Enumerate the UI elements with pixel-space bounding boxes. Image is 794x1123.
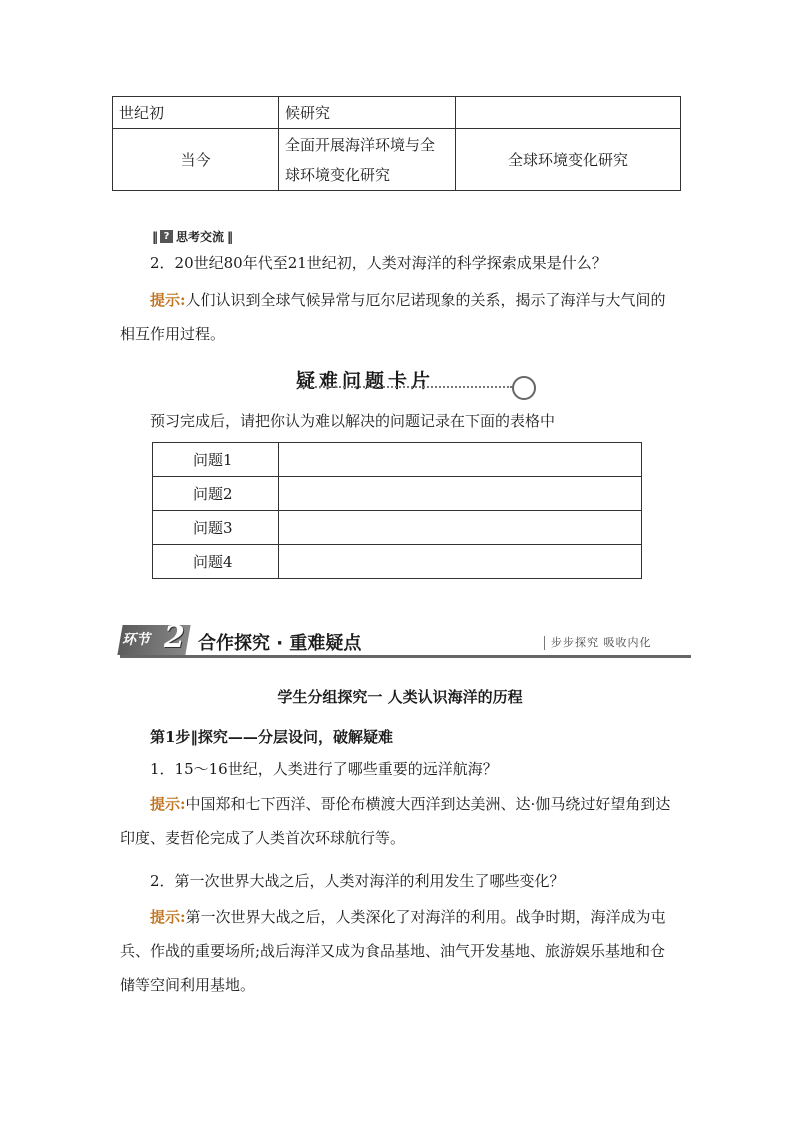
table-cell: 全球环境变化研究 bbox=[456, 129, 681, 191]
section-number: 2 bbox=[164, 620, 185, 655]
answer-paragraph bbox=[120, 787, 680, 855]
answer-input-cell[interactable] bbox=[279, 443, 642, 477]
question-icon: ? bbox=[160, 230, 173, 243]
table-row bbox=[153, 443, 642, 477]
tip-label: 提示: bbox=[150, 908, 186, 926]
step-heading: 第1步‖探究——分层设问，破解疑难 bbox=[150, 728, 393, 746]
table-cell: 候研究 bbox=[279, 97, 456, 129]
table-cell: 当今 bbox=[113, 129, 279, 191]
card-title: 疑难问题卡片 bbox=[296, 370, 435, 392]
question-cell: 问题2 bbox=[153, 477, 279, 511]
card-intro: 预习完成后，请把你认为难以解决的问题记录在下面的表格中 bbox=[150, 412, 556, 430]
tip-label: 提示: bbox=[150, 291, 186, 309]
question-cell: 问题3 bbox=[153, 511, 279, 545]
section-divider bbox=[120, 655, 691, 658]
answer-input-cell[interactable] bbox=[279, 545, 642, 579]
question-cell: 问题4 bbox=[153, 545, 279, 579]
section-title: 合作探究 · 重难疑点 bbox=[198, 633, 362, 654]
answer-paragraph bbox=[120, 900, 680, 1002]
table-cell: 全面开展海洋环境与全球环境变化研究 bbox=[279, 129, 456, 191]
answer-text: 人们认识到全球气候异常与厄尔尼诺现象的关系，揭示了海洋与大气间的相互作用过程。 bbox=[120, 291, 666, 343]
dotted-line bbox=[300, 386, 512, 388]
table-row bbox=[113, 129, 681, 191]
think-label-text: 思考交流 bbox=[176, 230, 225, 244]
table-row bbox=[153, 477, 642, 511]
answer-input-cell[interactable] bbox=[279, 511, 642, 545]
bar-mark: ‖ bbox=[152, 229, 157, 244]
question-record-table bbox=[152, 442, 642, 579]
tip-label: 提示: bbox=[150, 795, 186, 813]
question-cell: 问题1 bbox=[153, 443, 279, 477]
history-table bbox=[112, 96, 681, 191]
table-cell: 世纪初 bbox=[113, 97, 279, 129]
think-exchange-label bbox=[152, 228, 232, 245]
inquiry-subtitle: 学生分组探究一 人类认识海洋的历程 bbox=[277, 688, 523, 706]
bar-mark: ‖ bbox=[227, 229, 233, 244]
question-text: 2．20世纪80年代至21世纪初，人类对海洋的科学探索成果是什么？ bbox=[150, 254, 607, 272]
section-badge-label: 环节 bbox=[122, 632, 150, 648]
question-text: 1．15～16世纪，人类进行了哪些重要的远洋航海？ bbox=[150, 760, 498, 778]
section-slogan: 步步探究 吸收内化 bbox=[544, 636, 652, 650]
table-cell bbox=[456, 97, 681, 129]
answer-text: 中国郑和七下西洋、哥伦布横渡大西洋到达美洲、达·伽马绕过好望角到达印度、麦哲伦完成了人类首次环球航行等。 bbox=[120, 795, 671, 847]
answer-input-cell[interactable] bbox=[279, 477, 642, 511]
table-row bbox=[113, 97, 681, 129]
circle-decoration-icon bbox=[512, 376, 536, 400]
answer-paragraph bbox=[120, 283, 680, 351]
answer-text: 第一次世界大战之后，人类深化了对海洋的利用。战争时期，海洋成为屯兵、作战的重要场所;战后海洋又成为食品基地、油气开发基地、旅游娱乐基地和仓储等空间利用基地。 bbox=[120, 908, 666, 994]
question-text: 2．第一次世界大战之后，人类对海洋的利用发生了哪些变化？ bbox=[150, 872, 565, 890]
table-row bbox=[153, 511, 642, 545]
table-row bbox=[153, 545, 642, 579]
